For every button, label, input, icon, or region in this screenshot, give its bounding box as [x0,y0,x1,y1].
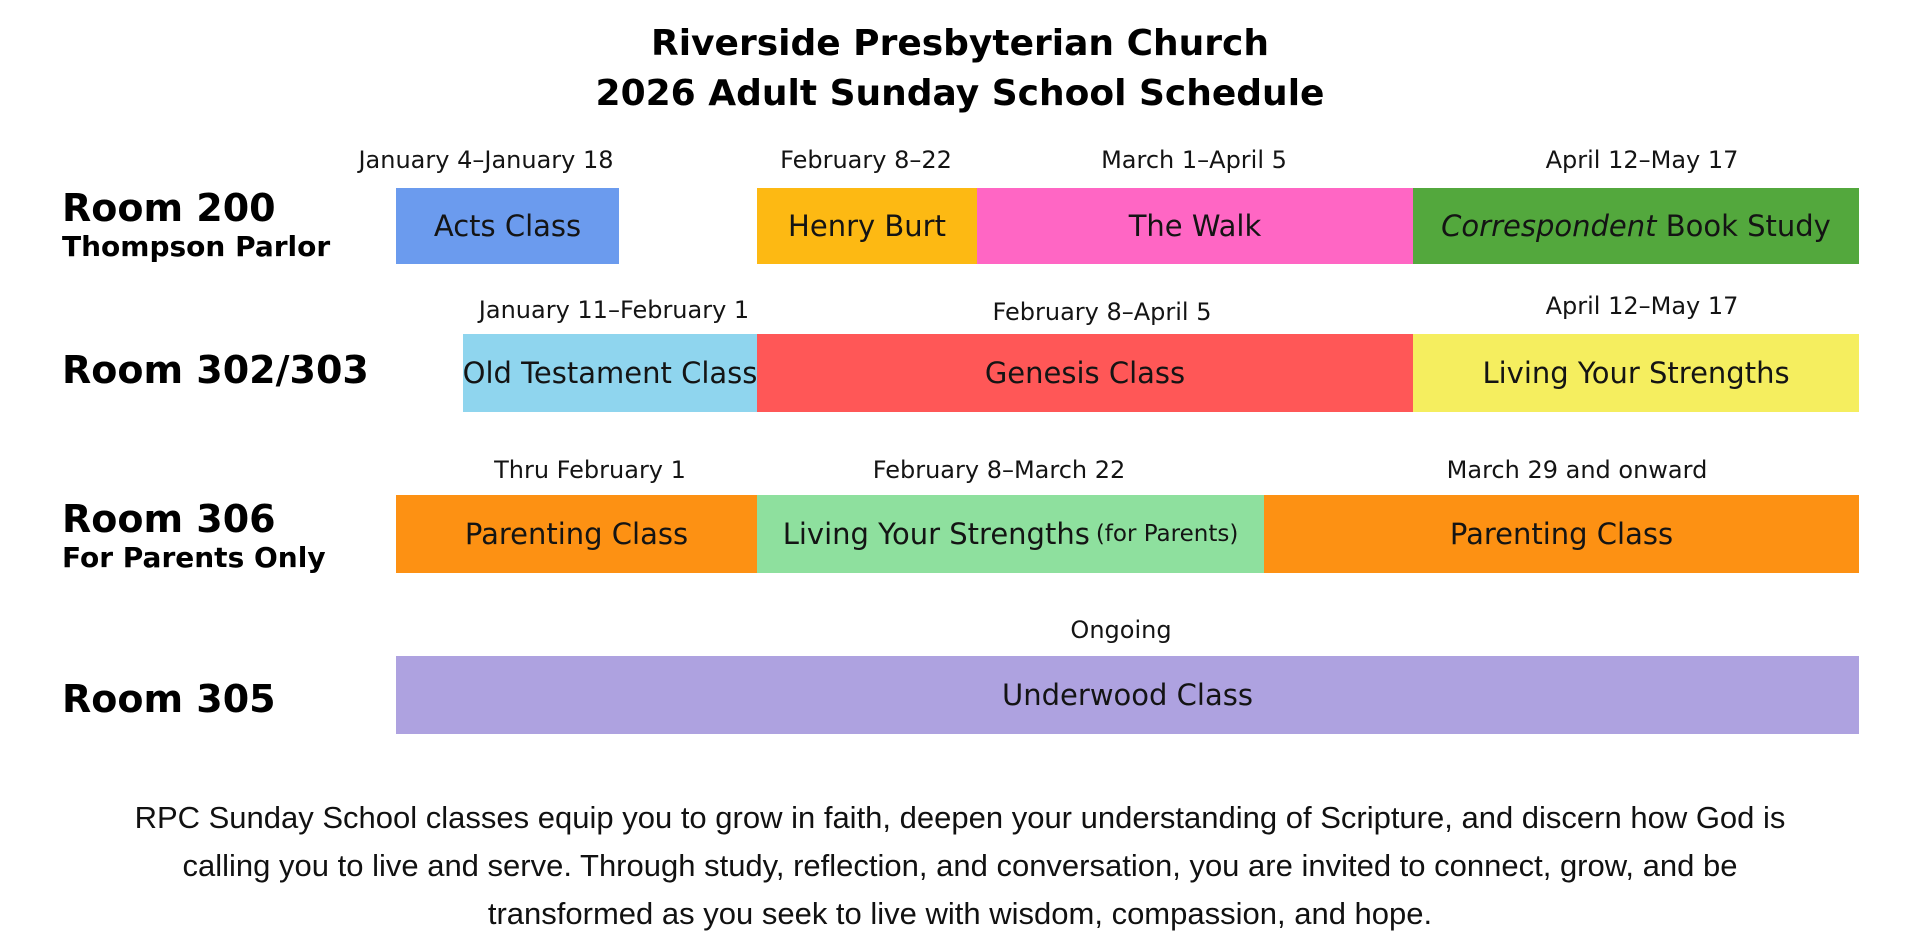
the-walk-dates: March 1–April 5 [1101,146,1287,174]
the-walk-bar [977,188,1413,264]
room-200-label [62,186,330,264]
old-testament-class-bar [463,334,757,412]
room-306-label [62,497,326,575]
class-label: The Walk [1128,209,1262,243]
class-label: Parenting Class [1449,517,1674,551]
correspondent-book-study-bar [1413,188,1859,264]
room-305-label [62,677,276,721]
parenting-class-bar-2 [1264,495,1859,573]
henry-burt-bar [757,188,977,264]
acts-class-bar [396,188,619,264]
parenting-1-dates: Thru February 1 [494,456,686,484]
room-subtitle: Thompson Parlor [62,230,331,263]
class-label: Genesis Class [984,356,1186,390]
genesis-class-bar [757,334,1413,412]
room-name: Room 305 [62,677,276,721]
living-your-strengths-bar [1413,334,1859,412]
genesis-dates: February 8–April 5 [992,298,1212,326]
living-strengths-dates: April 12–May 17 [1545,292,1739,320]
room-name: Room 306 [62,497,276,541]
parenting-2-dates: March 29 and onward [1446,456,1708,484]
underwood-class-bar [396,656,1859,734]
room-name: Room 200 [62,186,276,230]
class-label-rest: Book Study [1656,209,1831,243]
room-302-label [62,348,369,392]
living-your-strengths-parents-bar [757,495,1264,573]
class-label [1441,209,1831,243]
book-title: Correspondent [1441,209,1657,243]
schedule-title: 2026 Adult Sunday School Schedule [595,73,1325,114]
correspondent-dates: April 12–May 17 [1545,146,1739,174]
old-testament-dates: January 11–February 1 [478,296,750,324]
class-label: Acts Class [433,209,582,243]
acts-dates: January 4–January 18 [358,146,614,174]
church-name: Riverside Presbyterian Church [651,23,1269,64]
henry-burt-dates: February 8–22 [780,146,952,174]
class-label: Living Your Strengths [1482,356,1790,390]
class-label: Underwood Class [1002,678,1253,712]
room-subtitle: For Parents Only [62,541,326,574]
class-label: Living Your Strengths [782,517,1090,551]
class-label: Henry Burt [788,209,946,243]
underwood-dates: Ongoing [1070,616,1172,644]
strengths-parents-dates: February 8–March 22 [872,456,1126,484]
room-name: Room 302/303 [62,348,369,392]
parenting-class-bar-1 [396,495,757,573]
class-label: Parenting Class [464,517,689,551]
class-label: Old Testament Class [463,356,757,390]
footer-description: RPC Sunday School classes equip you to grow in faith, deepen your understanding of Scripture, and discern how God is calling you to live and serve. Through study, reflection, and conversation, you are invited to connect, grow, and be transformed as you seek to live with wisdom, compassion, and hope. [134,800,1786,931]
class-note: (for Parents) [1095,521,1239,547]
